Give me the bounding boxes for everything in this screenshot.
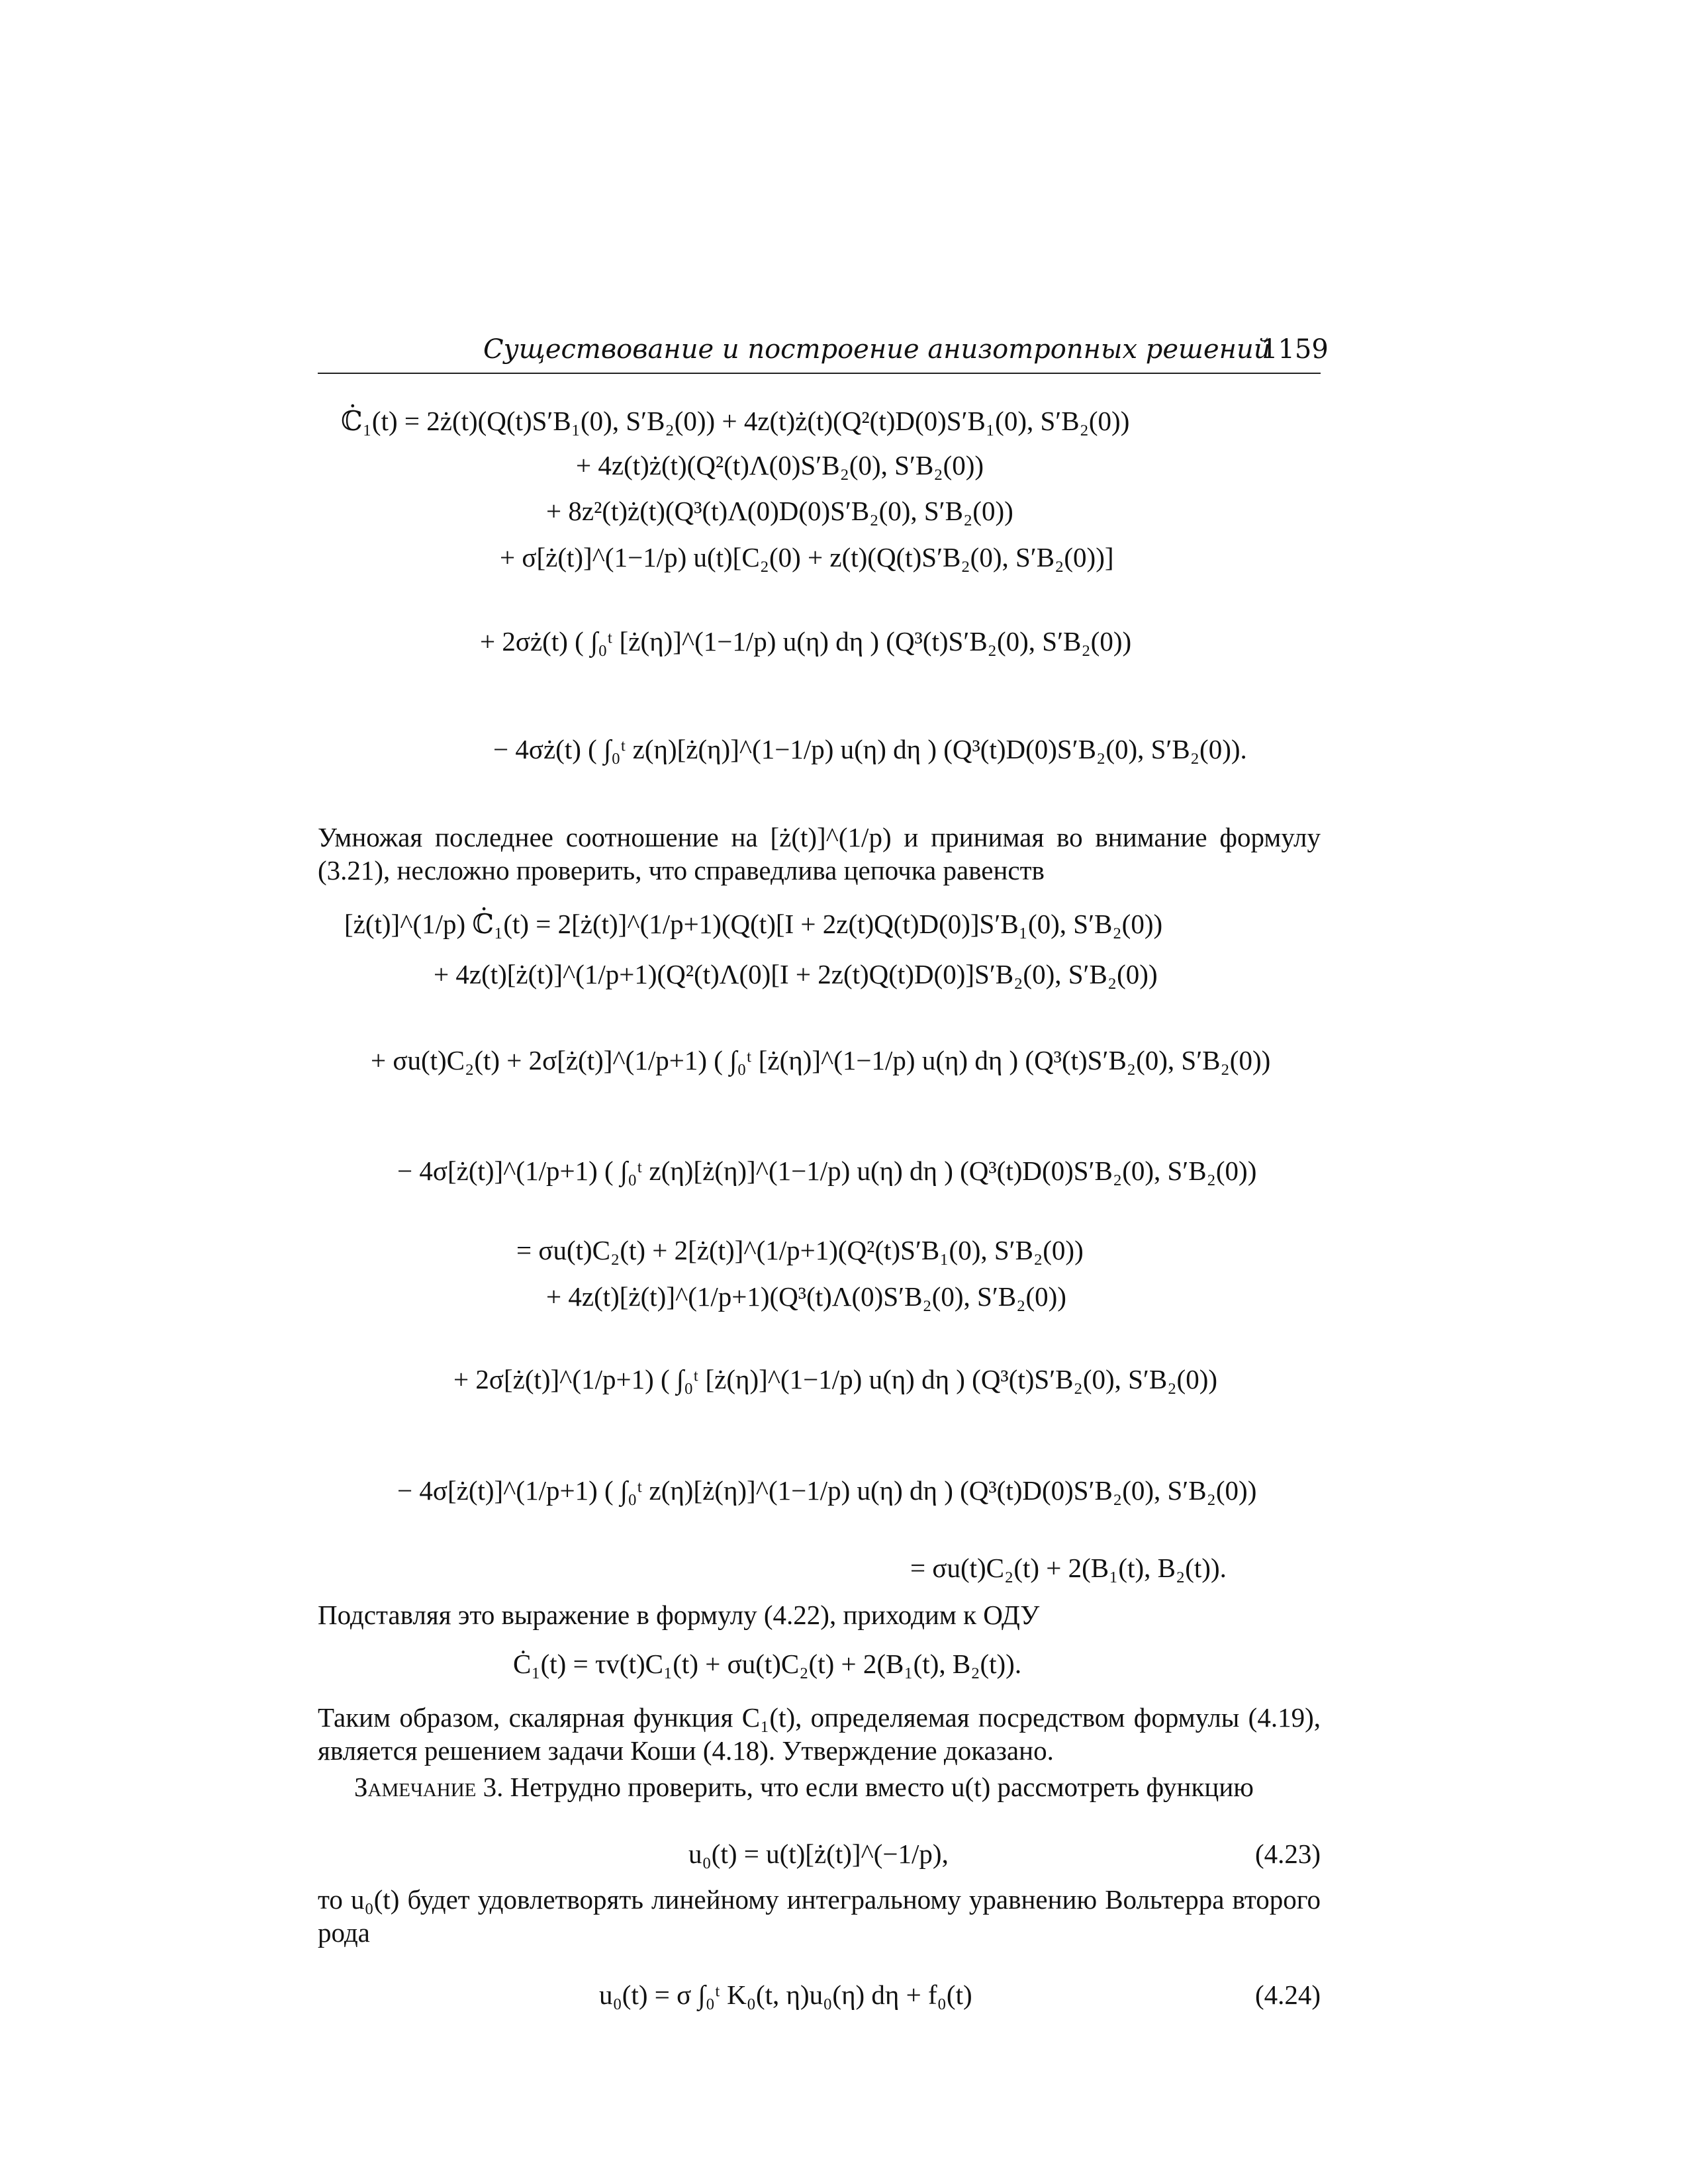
remark-text: Нетрудно проверить, что если вместо u(t) рассмотреть функцию [510, 1772, 1254, 1802]
paragraph-substituting: Подставляя это выражение в формулу (4.22), приходим к ОДУ [318, 1600, 1040, 1630]
eq1-line-4: + σ[ż(t)]^(1−1/p) u(t)[C₂(0) + z(t)(Q(t)S′B₂(0), S′B₂(0))] [500, 542, 1114, 572]
eq1-line-1: ℂ̇₁(t) = 2ż(t)(Q(t)S′B₁(0), S′B₂(0)) + 4z(t)ż(t)(Q²(t)D(0)S′B₁(0), S′B₂(0)) [341, 406, 1130, 436]
header-rule [318, 373, 1321, 374]
eq1-line-3: + 8z²(t)ż(t)(Q³(t)Λ(0)D(0)S′B₂(0), S′B₂(0)) [546, 496, 1013, 526]
eq2-line-3: + σu(t)C₂(t) + 2σ[ż(t)]^(1/p+1) ( ∫₀ᵗ [ż(η)]^(1−1/p) u(η) dη ) (Q³(t)S′B₂(0), S′B₂(0)) [371, 1045, 1271, 1075]
eq2-line-5: = σu(t)C₂(t) + 2[ż(t)]^(1/p+1)(Q²(t)S′B₁(0), S′B₂(0)) [516, 1235, 1084, 1265]
remark-3 [318, 1770, 1321, 1803]
page-number: 1159 [1261, 334, 1329, 365]
running-header-title: Существование и построение анизотропных решений [483, 334, 1271, 365]
eq2-line-1: [ż(t)]^(1/p) ℂ̇₁(t) = 2[ż(t)]^(1/p+1)(Q(t)[I + 2z(t)Q(t)D(0)]S′B₁(0), S′B₂(0)) [344, 909, 1163, 939]
eq1-line-2: + 4z(t)ż(t)(Q²(t)Λ(0)S′B₂(0), S′B₂(0)) [576, 450, 984, 480]
eq1-line-5: + 2σż(t) ( ∫₀ᵗ [ż(η)]^(1−1/p) u(η) dη ) (Q³(t)S′B₂(0), S′B₂(0)) [480, 626, 1132, 657]
paragraph-multiply: Умножая последнее соотношение на [ż(t)]^(1/p) и принимая во внимание формулу (3.21), несложно проверить, что справедлива цепочка равенств [318, 822, 1321, 886]
paragraph-conclusion: Таким образом, скалярная функция C₁(t), определяемая посредством формулы (4.19), является решением задачи Коши (4.18). Утверждение доказано. [318, 1702, 1321, 1766]
eq2-line-7: + 2σ[ż(t)]^(1/p+1) ( ∫₀ᵗ [ż(η)]^(1−1/p) u(η) dη ) (Q³(t)S′B₂(0), S′B₂(0)) [453, 1364, 1218, 1394]
eq2-line-4: − 4σ[ż(t)]^(1/p+1) ( ∫₀ᵗ z(η)[ż(η)]^(1−1/p) u(η) dη ) (Q³(t)D(0)S′B₂(0), S′B₂(0)) [397, 1156, 1257, 1186]
paragraph-volterra: то u₀(t) будет удовлетворять линейному интегральному уравнению Вольтерра второго рода [318, 1884, 1321, 1948]
eq2-line-8: − 4σ[ż(t)]^(1/p+1) ( ∫₀ᵗ z(η)[ż(η)]^(1−1/p) u(η) dη ) (Q³(t)D(0)S′B₂(0), S′B₂(0)) [397, 1475, 1257, 1506]
eq1-line-6: − 4σż(t) ( ∫₀ᵗ z(η)[ż(η)]^(1−1/p) u(η) dη ) (Q³(t)D(0)S′B₂(0), S′B₂(0)). [493, 734, 1247, 764]
eq2-line-9: = σu(t)C₂(t) + 2(B₁(t), B₂(t)). [910, 1553, 1227, 1583]
equation-ode: Ċ₁(t) = τv(t)C₁(t) + σu(t)C₂(t) + 2(B₁(t), B₂(t)). [513, 1649, 1022, 1679]
equation-4-23: u₀(t) = u(t)[ż(t)]^(−1/p), [688, 1839, 949, 1869]
equation-number-4-23: (4.23) [1254, 1839, 1321, 1869]
equation-4-24: u₀(t) = σ ∫₀ᵗ K₀(t, η)u₀(η) dη + f₀(t) [599, 1979, 972, 2010]
equation-number-4-24: (4.24) [1254, 1979, 1321, 2010]
remark-label: Замечание 3. [354, 1772, 504, 1802]
eq2-line-2: + 4z(t)[ż(t)]^(1/p+1)(Q²(t)Λ(0)[I + 2z(t)Q(t)D(0)]S′B₂(0), S′B₂(0)) [434, 959, 1158, 989]
eq2-line-6: + 4z(t)[ż(t)]^(1/p+1)(Q³(t)Λ(0)S′B₂(0), S′B₂(0)) [546, 1281, 1066, 1312]
